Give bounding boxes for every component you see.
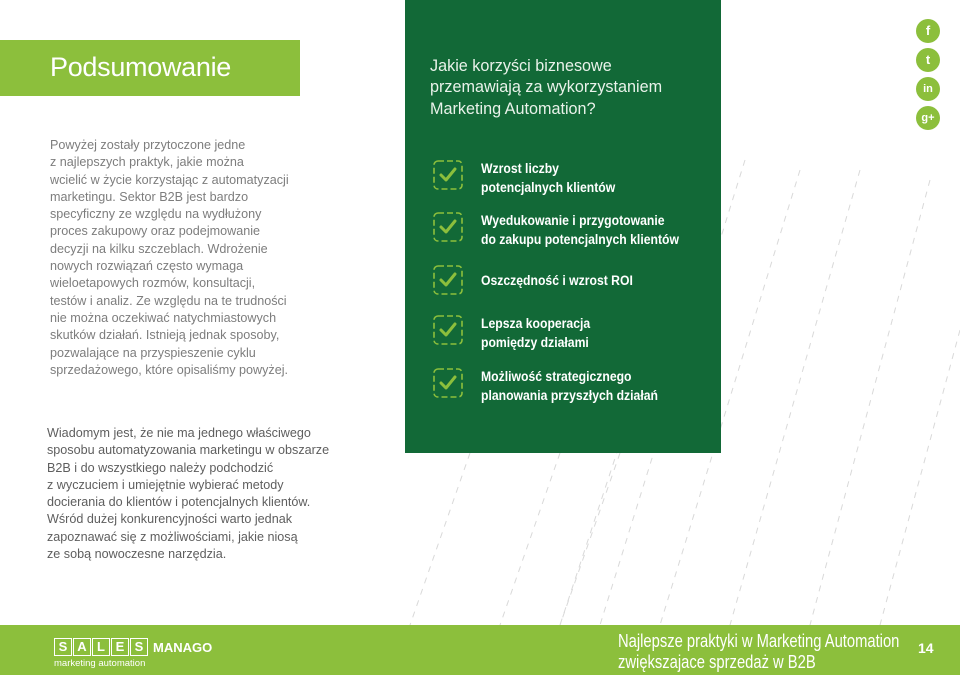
benefit-line: Oszczędność i wzrost ROI <box>481 273 633 289</box>
intro-line: z najlepszych praktyk, jakie można <box>50 155 244 170</box>
intro-line: sprzedażowego, które opisaliśmy powyżej. <box>50 362 288 377</box>
benefit-line: do zakupu potencjalnych klientów <box>481 232 679 248</box>
google-plus-icon[interactable]: g+ <box>916 106 940 130</box>
closing-line: B2B i do wszystkiego należy podchodzić <box>47 460 274 475</box>
closing-paragraph <box>47 425 347 563</box>
dashed-checkbox-icon <box>433 265 463 295</box>
closing-line: Wśród dużej konkurencyjności warto jednak <box>47 512 292 527</box>
benefit-line: Możliwość strategicznego <box>481 369 632 385</box>
intro-line: skutków działań. Istnieją jednak sposoby, <box>50 328 280 343</box>
footer-bar <box>0 625 960 675</box>
logo-letter: L <box>92 638 110 656</box>
intro-line: nowych rozwiązań często wymaga <box>50 259 244 274</box>
publication-title-line: zwiększajace sprzedaż w B2B <box>618 652 816 672</box>
intro-line: decyzji na kilku szczeblach. Wdrożenie <box>50 241 268 256</box>
intro-line: testów i analiz. Ze względu na te trudności <box>50 293 287 308</box>
intro-line: wcielić w życie korzystając z automatyzacji <box>50 172 289 187</box>
dashed-checkbox-icon <box>433 160 463 190</box>
benefit-line: Wzrost liczby <box>481 161 559 177</box>
twitter-icon[interactable]: t <box>916 48 940 72</box>
intro-line: proces zakupowy oraz podejmowanie <box>50 224 261 239</box>
publication-title <box>618 631 899 673</box>
dashed-checkbox-icon <box>433 368 463 398</box>
salesmanago-logo <box>54 638 212 657</box>
linkedin-icon[interactable]: in <box>916 77 940 101</box>
benefit-line: Wyedukowanie i przygotowanie <box>481 213 665 229</box>
page-number: 14 <box>918 640 934 656</box>
logo-letter: A <box>73 638 91 656</box>
closing-line: zapoznawać się z możliwościami, jakie niosą <box>47 529 298 544</box>
intro-line: specyficzny ze względu na wydłużony <box>50 207 262 222</box>
question-line: przemawiają za wykorzystaniem <box>430 78 663 97</box>
publication-title-line: Najlepsze praktyki w Marketing Automation <box>618 631 900 651</box>
closing-line: z wyczuciem i umiejętnie wybierać metody <box>47 477 284 492</box>
intro-line: Powyżej zostały przytoczone jedne <box>50 138 246 152</box>
closing-line: docierania do klientów i potencjalnych klientów. <box>47 495 311 510</box>
logo-letter: S <box>54 638 72 656</box>
closing-line: ze sobą nowoczesne narzędzia. <box>47 547 227 562</box>
intro-line: wieloetapowych rozmów, konsultacji, <box>50 276 256 291</box>
benefit-line: Lepsza kooperacja <box>481 316 591 332</box>
logo-letter: E <box>111 638 129 656</box>
question-line: Jakie korzyści biznesowe <box>430 57 612 75</box>
dashed-checkbox-icon <box>433 212 463 242</box>
intro-line: pozwalające na przyspieszenie cyklu <box>50 345 256 360</box>
intro-paragraph <box>50 137 300 379</box>
question-line: Marketing Automation? <box>430 99 596 118</box>
benefit-line: planowania przyszłych działań <box>481 388 658 404</box>
closing-line: Wiadomym jest, że nie ma jednego właściwego <box>47 426 311 440</box>
benefits-question <box>430 56 710 120</box>
section-title-bar <box>0 40 300 96</box>
intro-line: marketingu. Sektor B2B jest bardzo <box>50 189 249 204</box>
page-title: Podsumowanie <box>50 52 232 82</box>
logo-subtitle: marketing automation <box>54 658 146 669</box>
benefit-line: pomiędzy działami <box>481 335 589 351</box>
facebook-icon[interactable]: f <box>916 19 940 43</box>
logo-word: MANAGO <box>153 640 213 655</box>
benefit-line: potencjalnych klientów <box>481 180 616 196</box>
dashed-checkbox-icon <box>433 315 463 345</box>
closing-line: sposobu automatyzowania marketingu w obszarze <box>47 443 330 458</box>
intro-line: nie można oczekiwać natychmiastowych <box>50 310 277 325</box>
benefits-panel <box>405 0 721 453</box>
logo-letter: S <box>130 638 148 656</box>
